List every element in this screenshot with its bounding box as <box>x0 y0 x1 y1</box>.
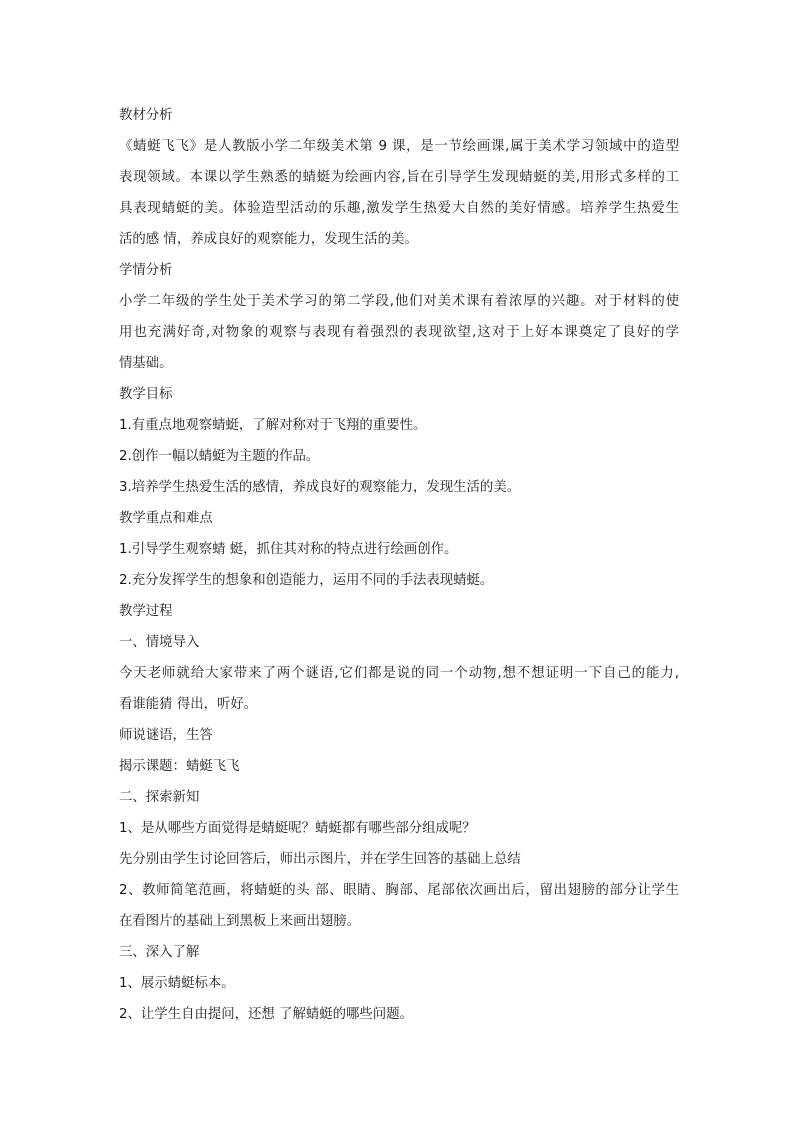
document-body <box>119 100 679 1030</box>
section-subheading: 一、情境导入 <box>119 635 200 650</box>
paragraph <box>119 286 679 379</box>
list-item: 2.创作一幅以蜻蜓为主题的作品。 <box>119 449 320 464</box>
paragraph-line: 在看图片的基础上到黑板上来画出翅膀。 <box>119 914 361 929</box>
list-item: 1、展示蜻蜓标本。 <box>119 976 235 991</box>
section-heading: 学情分析 <box>119 263 173 278</box>
paragraph-line: 小学二年级的学生处于美术学习的第二学段,他们对美术课有着浓厚的兴趣。对于材料的使 <box>119 294 679 309</box>
list-item: 师说谜语，生答 <box>119 728 213 743</box>
section-heading: 教学重点和难点 <box>119 511 213 526</box>
paragraph-line: 《蜻蜓飞飞》是人教版小学二年级美术第 9 课，是一节绘画课,属于美术学习领域中的造型 <box>119 139 679 154</box>
paragraph-line: 情基础。 <box>119 356 173 371</box>
paragraph-line: 活的感 情，养成良好的观察能力，发现生活的美。 <box>119 232 418 247</box>
list-item: 2、让学生自由提问，还想 了解蜻蜓的哪些问题。 <box>119 1007 413 1022</box>
paragraph-line: 具表现蜻蜓的美。体验造型活动的乐趣,激发学生热爱大自然的美好情感。培养学生热爱生 <box>119 201 679 216</box>
paragraph <box>119 131 679 255</box>
paragraph <box>119 658 679 720</box>
section-heading: 教学过程 <box>119 604 173 619</box>
list-item: 揭示课题：蜻蜓飞飞 <box>119 759 240 774</box>
paragraph-line: 看谁能猜 得出，听好。 <box>119 697 258 712</box>
list-item: 1.引导学生观察蜻 蜓，抓住其对称的特点进行绘画创作。 <box>119 542 458 557</box>
paragraph-line: 今天老师就给大家带来了两个谜语,它们都是说的同一个动物,想不想证明一下自己的能力, <box>119 666 679 681</box>
list-item: 1.有重点地观察蜻蜓，了解对称对于飞翔的重要性。 <box>119 418 427 433</box>
paragraph <box>119 875 679 937</box>
list-item: 2.充分发挥学生的想象和创造能力，运用不同的手法表现蜻蜓。 <box>119 573 494 588</box>
list-item: 先分别由学生讨论回答后，师出示图片，并在学生回答的基础上总结 <box>119 852 521 867</box>
section-heading: 教材分析 <box>119 108 173 123</box>
section-heading: 教学目标 <box>119 387 173 402</box>
section-subheading: 三、深入了解 <box>119 945 200 960</box>
list-item: 3.培养学生热爱生活的感情，养成良好的观察能力，发现生活的美。 <box>119 480 521 495</box>
section-subheading: 二、探索新知 <box>119 790 200 805</box>
paragraph-line: 用也充满好奇,对物象的观察与表现有着强烈的表现欲望,这对于上好本课奠定了良好的学 <box>119 325 679 340</box>
list-item: 1、是从哪些方面觉得是蜻蜓呢？蜻蜓都有哪些部分组成呢？ <box>119 821 476 836</box>
paragraph-line: 2、教师简笔范画，将蜻蜓的头 部、眼睛、胸部、尾部依次画出后，留出翅膀的部分让学生 <box>119 883 679 898</box>
paragraph-line: 表现领域。本课以学生熟悉的蜻蜓为绘画内容,旨在引导学生发现蜻蜓的美,用形式多样的工 <box>119 170 679 185</box>
